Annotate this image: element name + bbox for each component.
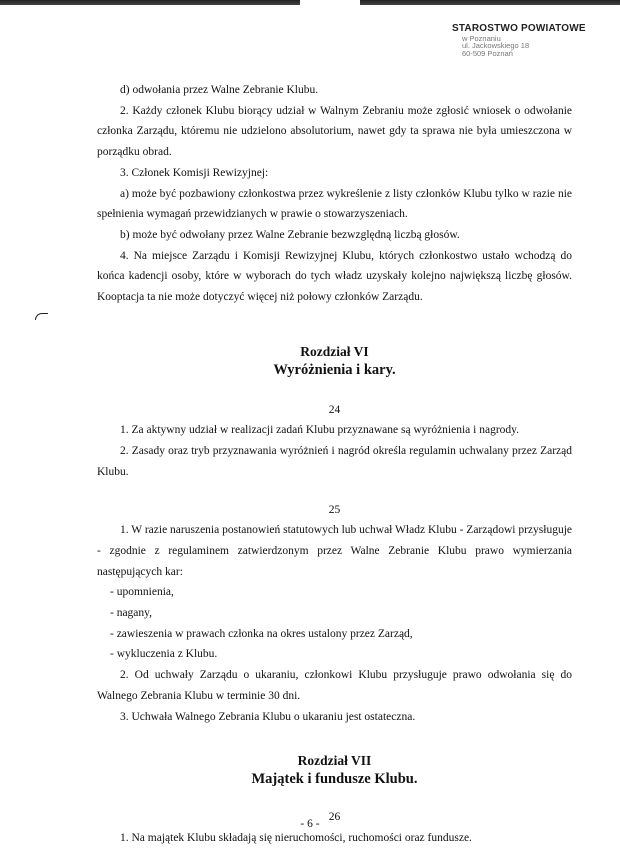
article-number: 24 [328, 403, 341, 416]
page-number: - 6 - [300, 818, 320, 830]
document-body [97, 80, 572, 849]
chapter-heading: Rozdział VI [300, 343, 369, 359]
paragraph: 3. Uchwała Walnego Zebrania Klubu o ukaraniu jest ostateczna. [120, 710, 416, 723]
paragraph: 1. W razie naruszenia postanowień statutowych lub uchwał Władz Klubu - Zarządowi przysługuje - zgodnie z regulaminem zatwierdzonym przez Walne Zebranie Klubu prawo wymierzania następujących kar: [97, 524, 572, 578]
stamp-title: STAROSTWO POWIATOWE [452, 23, 586, 34]
margin-pen-mark [35, 313, 48, 320]
article-number: 26 [328, 811, 341, 824]
office-stamp [452, 24, 612, 58]
paragraph: 2. Od uchwały Zarządu o ukaraniu, członkowi Klubu przysługuje prawo odwołania się do Walnego Zebrania Klubu w terminie 30 dni. [97, 669, 572, 702]
stamp-line-2: ul. Jackowskiego 18 [462, 41, 530, 51]
chapter-title: Wyróżnienia i kary. [273, 361, 396, 378]
paragraph: 4. Na miejsce Zarządu i Komisji Rewizyjnej Klubu, których członkostwo ustało wchodzą do końca kadencji osoby, które w wyborach do tych władz uzyskały kolejno największą liczbę głosów. Kooptacja ta nie może dotyczyć więcej niż połowy członków Zarządu. [97, 249, 572, 304]
list-item: - zawieszenia w prawach członka na okres ustalony przez Zarząd, [110, 627, 413, 640]
paragraph: b) może być odwołany przez Walne Zebranie bezwzględną liczbą głosów. [120, 228, 460, 241]
paragraph: 1. Za aktywny udział w realizacji zadań Klubu przyznawane są wyróżnienia i nagrody. [120, 424, 520, 437]
chapter-title: Majątek i fundusze Klubu. [251, 771, 418, 788]
list-item: - nagany, [110, 607, 153, 620]
paragraph: 2. Zasady oraz tryb przyznawania wyróżnień i nagród określa regulamin uchwalany przez Zarząd Klubu. [97, 445, 572, 478]
stamp-line-1: w Poznaniu [462, 33, 501, 43]
chapter-heading: Rozdział VII [297, 753, 372, 769]
paragraph: 2. Każdy członek Klubu biorący udział w Walnym Zebraniu może zgłosić wniosek o odwołanie członka Zarządu, któremu nie udzielono absolutorium, nawet gdy ta sprawa nie była umieszczona w porządku obrad. [97, 104, 572, 159]
stamp-line-3: 60-509 Poznań [462, 49, 513, 59]
paragraph: a) może być pozbawiony członkostwa przez wykreślenie z listy członków Klubu tylko w razie nie spełnienia wymagań przewidzianych w prawie o stowarzyszeniach. [97, 187, 572, 221]
article-number: 25 [328, 503, 341, 516]
paragraph: 3. Członek Komisji Rewizyjnej: [120, 166, 269, 179]
scan-top-edge-gap [300, 0, 360, 5]
paragraph: d) odwołania przez Walne Zebranie Klubu. [120, 84, 319, 96]
list-item: - upomnienia, [110, 586, 174, 599]
paragraph: 1. Na majątek Klubu składają się nieruchomości, ruchomości oraz fundusze. [120, 831, 472, 844]
list-item: - wykluczenia z Klubu. [110, 648, 218, 661]
